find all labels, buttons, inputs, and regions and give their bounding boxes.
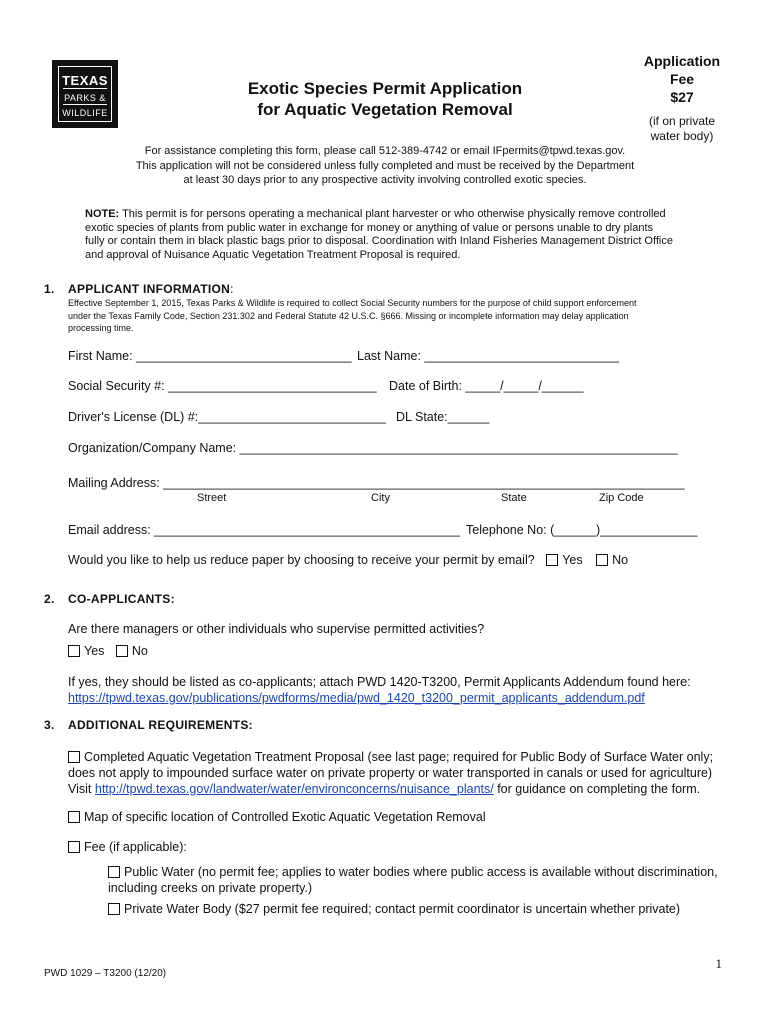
section-coapplicants-heading xyxy=(44,592,175,606)
section-title: APPLICANT INFORMATION xyxy=(68,282,231,296)
fee-note xyxy=(632,114,732,144)
map-checkbox[interactable] xyxy=(68,811,80,823)
coapplicants-instruction-text: If yes, they should be listed as co-applicants; attach PWD 1420-T3200, Permit Applicants Addendum found here: xyxy=(68,675,691,689)
paperless-yes-label: Yes xyxy=(562,553,583,567)
map-label: Map of specific location of Controlled Exotic Aquatic Vegetation Removal xyxy=(84,810,486,824)
paperless-no-label: No xyxy=(612,553,629,567)
note-label: NOTE: xyxy=(85,208,120,220)
drivers-license-field[interactable]: Driver's License (DL) #:___________________________ xyxy=(68,410,386,424)
nuisance-plants-link[interactable]: http://tpwd.texas.gov/landwater/water/environconcerns/nuisance_plants/ xyxy=(94,782,494,796)
coapplicants-yes-label: Yes xyxy=(84,644,105,658)
telephone-field[interactable]: Telephone No: (______)______________ xyxy=(466,523,698,537)
address-state-label: State xyxy=(501,492,527,504)
section-applicant-heading xyxy=(44,282,234,296)
section-number: 3. xyxy=(44,718,55,732)
dob-field[interactable]: Date of Birth: _____/_____/______ xyxy=(389,379,584,393)
public-water-line1: Public Water (no permit fee; applies to water bodies where public access is available without discrimination, xyxy=(124,865,718,879)
tpwd-logo xyxy=(52,60,118,128)
email-field[interactable]: Email address: ____________________________________________ xyxy=(68,523,461,537)
treatment-proposal-line1: Completed Aquatic Vegetation Treatment Proposal (see last page; required for Public Body of Surface Water only; xyxy=(84,750,714,764)
requirement-map xyxy=(68,810,486,824)
last-name-field[interactable]: Last Name: ____________________________ xyxy=(357,349,620,363)
addendum-link[interactable]: https://tpwd.texas.gov/publications/pwdforms/media/pwd_1420_t3200_permit_applicants_addendum.pdf xyxy=(68,691,645,705)
paperless-question-text: Would you like to help us reduce paper by choosing to receive your permit by email? xyxy=(68,553,535,567)
requirement-fee xyxy=(68,840,187,854)
section-number: 2. xyxy=(44,592,55,606)
ssn-notice-line3: processing time. xyxy=(68,323,134,333)
form-title-line2: for Aquatic Vegetation Removal xyxy=(257,100,513,119)
fee-label: Fee (if applicable): xyxy=(84,840,187,854)
ssn-notice xyxy=(68,297,718,335)
fee-amount: $27 xyxy=(670,89,694,105)
address-zip-label: Zip Code xyxy=(599,492,644,504)
assistance-line1: For assistance completing this form, please call 512-389-4742 or email IFpermits@tpwd.texas.gov. xyxy=(144,145,626,157)
section-additional-requirements-heading xyxy=(44,718,253,732)
paperless-question xyxy=(68,553,628,567)
assistance-line3: at least 30 days prior to any prospective activity involving controlled exotic species. xyxy=(183,174,587,186)
private-water-checkbox[interactable] xyxy=(108,903,120,915)
public-water-checkbox[interactable] xyxy=(108,866,120,878)
form-title xyxy=(210,78,560,120)
coapplicants-no-checkbox[interactable] xyxy=(116,645,128,657)
section-number: 1. xyxy=(44,282,55,296)
coapplicants-question: Are there managers or other individuals who supervise permitted activities? xyxy=(68,622,485,636)
coapplicants-yes-checkbox[interactable] xyxy=(68,645,80,657)
section-colon: : xyxy=(230,282,234,296)
ssn-field[interactable]: Social Security #: ______________________________ xyxy=(68,379,377,393)
fee-private-water xyxy=(108,902,680,916)
organization-field[interactable]: Organization/Company Name: _______________________________________________________________ xyxy=(68,441,678,455)
treatment-proposal-visit: Visit xyxy=(68,782,95,796)
note-line3: fully or contain them in black plastic bags prior to disposal. Coordination with Inland Fisheries Management District Office xyxy=(85,235,673,247)
address-city-label: City xyxy=(371,492,390,504)
form-id: PWD 1029 – T3200 (12/20) xyxy=(44,968,167,979)
logo-text-texas: TEXAS xyxy=(62,73,108,88)
fee-checkbox[interactable] xyxy=(68,841,80,853)
private-water-label: Private Water Body ($27 permit fee required; contact permit coordinator is uncertain whether private) xyxy=(124,902,681,916)
assistance-line2: This application will not be considered unless fully completed and must be received by the Department xyxy=(135,159,635,172)
mailing-address-field[interactable]: Mailing Address: ___________________________________________________________________________ xyxy=(68,476,685,490)
assistance-text xyxy=(90,144,680,188)
fee-label-2: Fee xyxy=(669,71,695,87)
paperless-no-checkbox[interactable] xyxy=(596,554,608,566)
note-line2: exotic species of plants from public water in exchange for money or anything of value or persons unable to dry plants xyxy=(85,221,654,234)
page-number: 1 xyxy=(715,956,722,971)
section-title: CO-APPLICANTS: xyxy=(68,592,175,606)
note-line4: and approval of Nuisance Aquatic Vegetation Treatment Proposal is required. xyxy=(85,248,461,261)
first-name-field[interactable]: First Name: _______________________________ xyxy=(68,349,352,363)
address-street-label: Street xyxy=(197,492,227,504)
logo-text-parks: PARKS & xyxy=(64,93,106,103)
fee-public-water xyxy=(108,864,733,896)
ssn-notice-line2: under the Texas Family Code, Section 231.302 and Federal Statute 42 U.S.C. §666. Missing or incomplete information may delay application xyxy=(68,310,629,321)
note-line1: This permit is for persons operating a mechanical plant harvester or who otherwise physically remove controlled xyxy=(119,208,666,220)
coapplicants-no-label: No xyxy=(131,644,148,658)
ssn-notice-line1: Effective September 1, 2015, Texas Parks & Wildlife is required to collect Social Security numbers for the purpose of child support enforcement xyxy=(68,298,637,308)
treatment-proposal-checkbox[interactable] xyxy=(68,751,80,763)
requirement-treatment-proposal xyxy=(68,749,733,797)
coapplicants-options xyxy=(68,644,148,658)
logo-rule xyxy=(63,104,107,105)
fee-label-1: Application xyxy=(643,53,721,69)
dl-state-field[interactable]: DL State:______ xyxy=(396,410,490,424)
treatment-proposal-tail: for guidance on completing the form. xyxy=(493,782,701,796)
coapplicants-instruction xyxy=(68,674,718,706)
fee-note-line2: water body) xyxy=(650,129,714,143)
section-title: ADDITIONAL REQUIREMENTS: xyxy=(68,718,253,732)
treatment-proposal-line2: does not apply to impounded surface water on private property or water transported in canals or used for agriculture) xyxy=(68,766,713,780)
fee-note-line1: (if on private xyxy=(648,114,716,128)
logo-text-wildlife: WILDLIFE xyxy=(62,108,108,118)
paperless-yes-checkbox[interactable] xyxy=(546,554,558,566)
application-fee xyxy=(632,52,732,106)
note-paragraph xyxy=(85,208,705,262)
form-title-line1: Exotic Species Permit Application xyxy=(247,79,523,98)
logo-rule xyxy=(63,88,107,89)
public-water-line2: including creeks on private property.) xyxy=(108,881,313,895)
